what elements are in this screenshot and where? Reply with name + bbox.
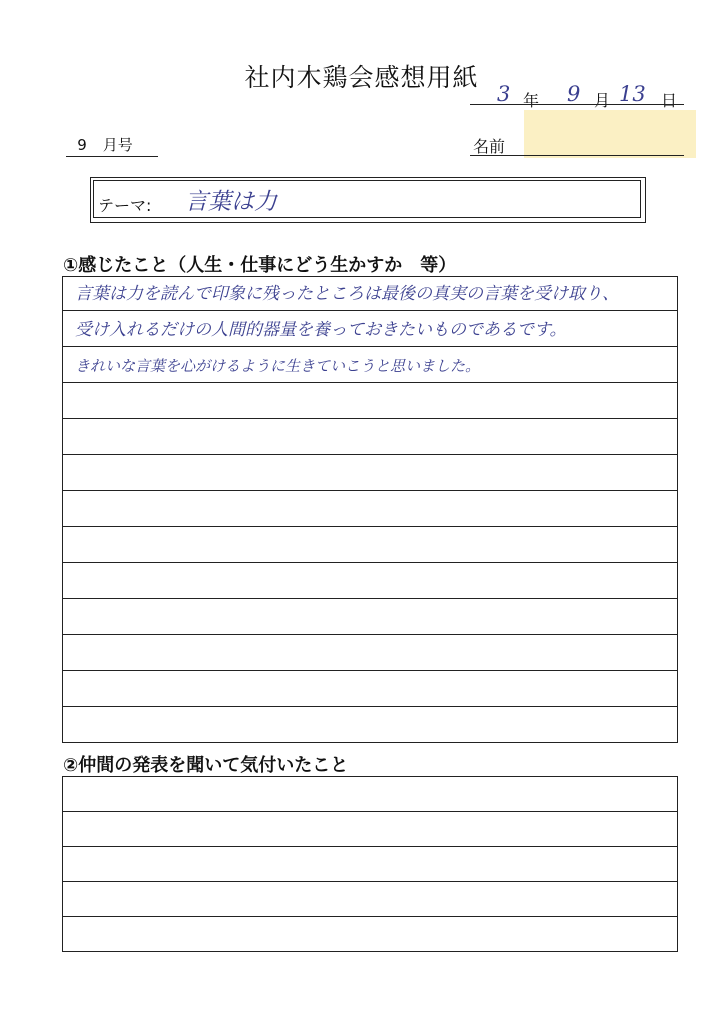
lined-row [63, 847, 677, 882]
lined-row [63, 419, 677, 455]
issue-number: 9 [77, 136, 87, 154]
lined-row [63, 635, 677, 671]
date-underline [470, 104, 684, 105]
handwritten-line: 受け入れるだけの人間的器量を養っておきたいものであるです。 [75, 320, 567, 340]
theme-label: テーマ: [98, 196, 152, 215]
lined-row [63, 455, 677, 491]
date-year-value: 3 [497, 82, 511, 106]
lined-row [63, 383, 677, 419]
section2-heading: ②仲間の発表を聞いて気付いたこと [63, 755, 349, 776]
date-day-unit: 日 [661, 91, 678, 110]
form-title: 社内木鶏会感想用紙 [244, 63, 479, 92]
section1-lined-area [62, 276, 678, 743]
lined-row [63, 882, 677, 917]
handwritten-line: きれいな言葉を心がけるように生きていこうと思いました。 [75, 357, 481, 375]
lined-row [63, 812, 677, 847]
lined-row [63, 527, 677, 563]
lined-row [63, 599, 677, 635]
lined-row [63, 563, 677, 599]
name-redaction [524, 110, 696, 158]
theme-value: 言葉は力 [185, 189, 277, 215]
lined-row [63, 311, 677, 347]
name-label: 名前 [473, 137, 506, 156]
date-month-unit: 月 [594, 91, 611, 110]
lined-row [63, 707, 677, 743]
lined-row [63, 777, 677, 812]
section2-lined-area [62, 776, 678, 952]
handwritten-line: 言葉は力を読んで印象に残ったところは最後の真実の言葉を受け取り、 [75, 284, 619, 304]
issue-suffix: 月号 [102, 136, 133, 154]
lined-row [63, 347, 677, 383]
section1-heading: ①感じたこと（人生・仕事にどう生かすか 等） [63, 255, 457, 276]
name-underline [470, 155, 684, 156]
lined-row [63, 277, 677, 311]
lined-row [63, 671, 677, 707]
date-year-unit: 年 [523, 91, 540, 110]
lined-row [63, 917, 677, 952]
lined-row [63, 491, 677, 527]
date-month-value: 9 [567, 82, 581, 106]
issue-field [66, 134, 158, 157]
theme-box-inner [93, 180, 641, 218]
date-day-value: 13 [619, 82, 646, 106]
